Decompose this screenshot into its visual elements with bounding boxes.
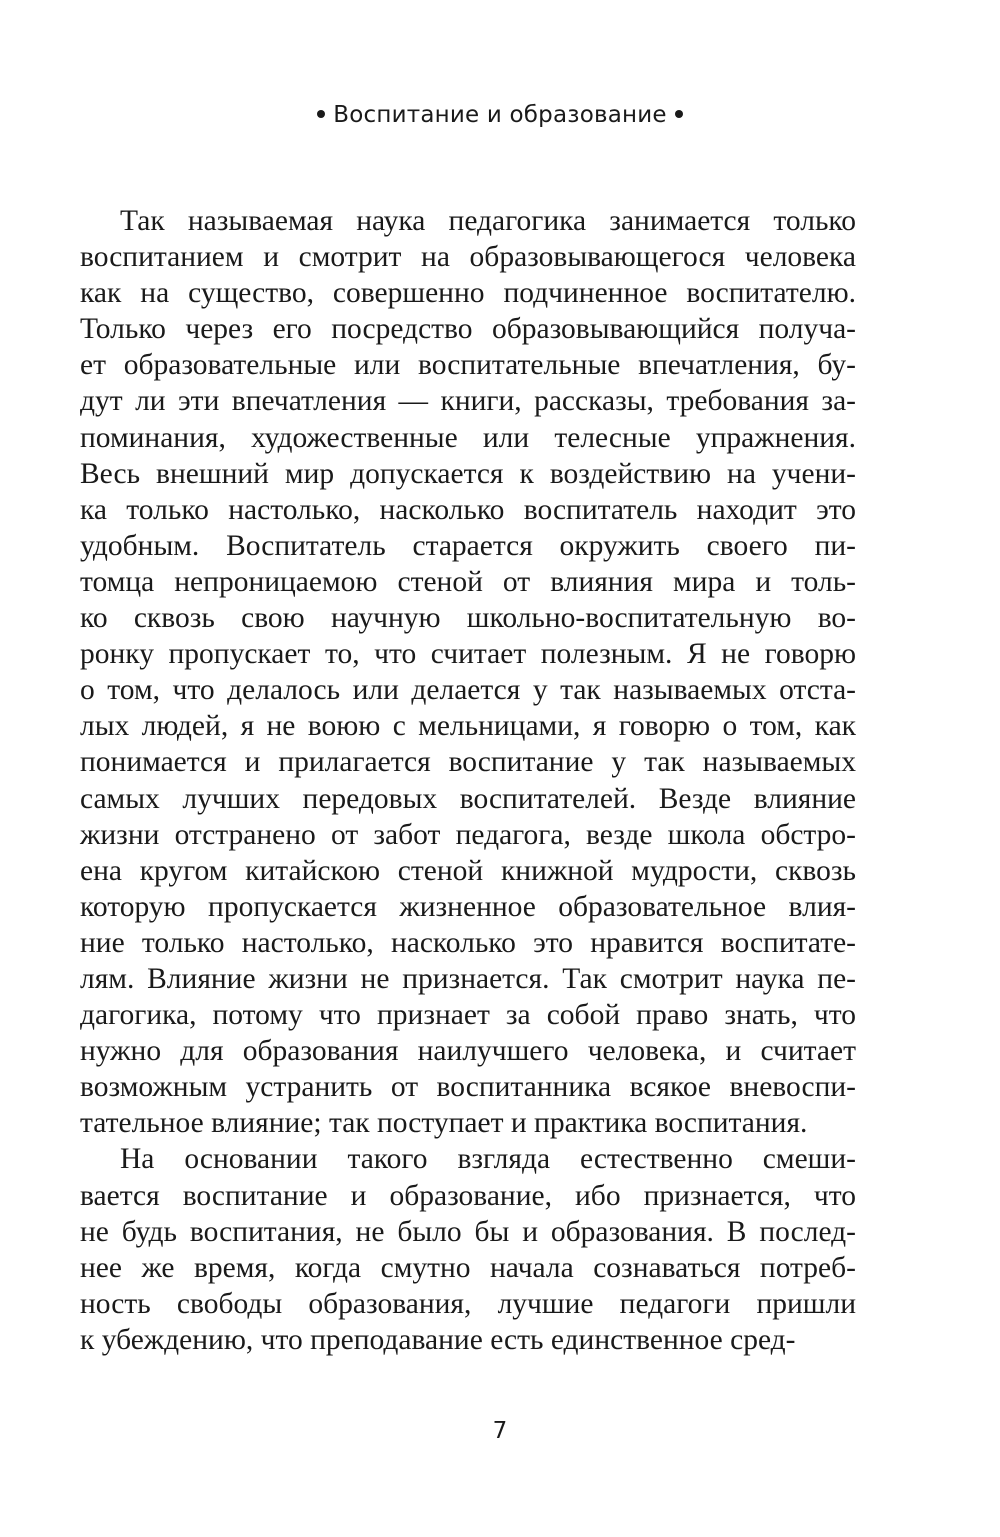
text-line: тательное влияние; так поступает и практика воспитания. — [80, 1107, 808, 1140]
text-line: удобным. Воспитатель старается окружить своего пи- — [80, 529, 856, 562]
text-line: томца непроницаемою стеной от влияния мира и толь- — [80, 565, 856, 598]
text-line: нужно для образования наилучшего человека, и считает — [80, 1035, 856, 1068]
text-line: дут ли эти впечатления — книги, рассказы, требования за- — [80, 385, 856, 418]
text-line: которую пропускается жизненное образовательное влия- — [80, 890, 856, 923]
text-line: нее же время, когда смутно начала сознаваться потреб- — [80, 1251, 856, 1284]
text-line: к убеждению, что преподавание есть единственное сред- — [80, 1323, 796, 1356]
text-line: лям. Влияние жизни не признается. Так смотрит наука пе- — [80, 962, 856, 995]
running-header-title: Воспитание и образование — [333, 102, 667, 128]
paragraph — [80, 203, 856, 1141]
bullet-left-icon — [317, 110, 325, 118]
text-line: Весь внешний мир допускается к воздействию на учени- — [80, 457, 856, 490]
text-line: возможным устранить от воспитанника всякое вневоспи- — [80, 1071, 856, 1104]
bullet-right-icon — [675, 110, 683, 118]
text-line: поминания, художественные или телесные упражнения. — [80, 421, 856, 454]
text-line: ронку пропускает то, что считает полезным. Я не говорю — [80, 638, 856, 671]
text-line: ние только настолько, насколько это нравится воспитате- — [80, 926, 856, 959]
body-text — [80, 203, 856, 1358]
text-line: самых лучших передовых воспитателей. Везде влияние — [80, 782, 856, 815]
text-line: воспитанием и смотрит на образовывающегося человека — [80, 241, 856, 274]
paragraph — [80, 1141, 856, 1358]
text-line: жизни отстранено от забот педагога, везде школа обстро- — [80, 818, 856, 851]
text-line: понимается и прилагается воспитание у так называемых — [80, 746, 856, 779]
running-header — [0, 102, 1000, 128]
text-line: На основании такого взгляда естественно смеши- — [120, 1143, 856, 1176]
text-line: лых людей, я не воюю с мельницами, я говорю о том, как — [80, 710, 856, 743]
text-line: Только через его посредство образовывающийся получа- — [80, 313, 856, 346]
text-line: ко сквозь свою научную школьно-воспитательную во- — [80, 602, 856, 635]
text-line: ет образовательные или воспитательные впечатления, бу- — [80, 349, 856, 382]
text-line: ность свободы образования, лучшие педагоги пришли — [80, 1287, 856, 1320]
text-line: не будь воспитания, не было бы и образования. В послед- — [80, 1215, 856, 1248]
text-line: вается воспитание и образование, ибо признается, что — [80, 1179, 856, 1212]
text-line: ка только настолько, насколько воспитатель находит это — [80, 493, 856, 526]
text-line: Так называемая наука педагогика занимается только — [120, 205, 856, 237]
text-line: как на существо, совершенно подчиненное воспитателю. — [80, 277, 856, 310]
text-line: ена кругом китайскою стеной книжной мудрости, сквозь — [80, 854, 856, 887]
page-number: 7 — [492, 1418, 508, 1444]
text-line: о том, что делалось или делается у так называемых отста- — [80, 674, 856, 707]
text-line: дагогика, потому что признает за собой право знать, что — [80, 999, 856, 1032]
